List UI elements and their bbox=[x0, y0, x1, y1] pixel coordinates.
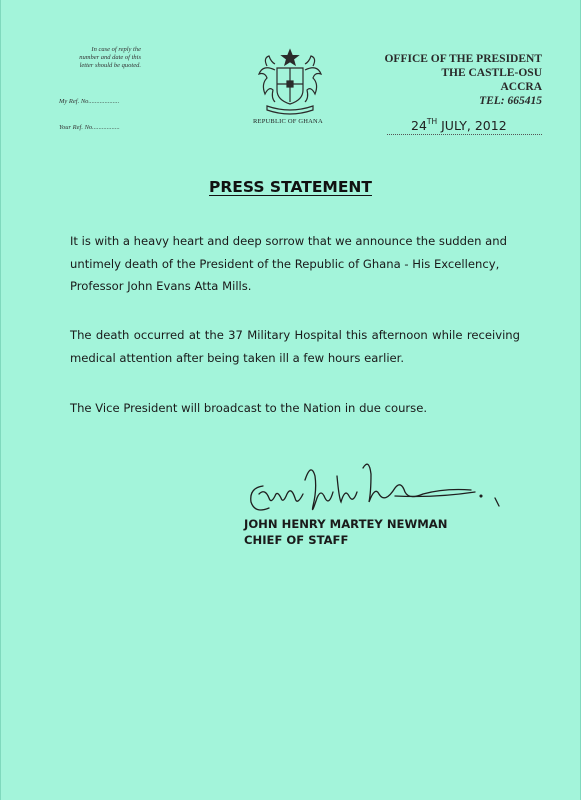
ghana-coat-of-arms-icon bbox=[253, 46, 327, 116]
your-ref-number: Your Ref. No................. bbox=[59, 124, 120, 131]
date-suffix: TH bbox=[426, 117, 438, 126]
reply-note bbox=[59, 46, 141, 70]
page-title-text: PRESS STATEMENT bbox=[209, 178, 372, 196]
my-ref-number: My Ref. No................... bbox=[59, 98, 120, 105]
office-address bbox=[384, 52, 542, 108]
office-line-1: OFFICE OF THE PRESIDENT bbox=[384, 53, 542, 65]
date-dotted-line bbox=[387, 134, 542, 135]
signatory-name: JOHN HENRY MARTEY NEWMAN bbox=[244, 517, 448, 531]
date-day: 24 bbox=[411, 118, 427, 133]
reply-note-line-3: letter should be quoted. bbox=[79, 62, 141, 69]
reply-note-line-1: In case of reply the bbox=[91, 46, 141, 53]
office-line-3: ACCRA bbox=[500, 81, 542, 93]
reply-note-line-2: number and date of this bbox=[79, 54, 141, 61]
date-month-year: JULY, 2012 bbox=[441, 118, 507, 133]
signatory bbox=[244, 516, 447, 548]
letter-date bbox=[411, 117, 507, 133]
paragraph-broadcast: The Vice President will broadcast to the Nation in due course. bbox=[70, 401, 428, 415]
paragraph-announcement: It is with a heavy heart and deep sorrow that we announce the sudden and untimely death of the President of the Republic of Ghana - His Excellency, Professor John Evans Atta Mills. bbox=[70, 234, 507, 293]
office-line-2: THE CASTLE-OSU bbox=[441, 67, 542, 79]
office-telephone: TEL: 665415 bbox=[479, 95, 542, 107]
page-title bbox=[1, 178, 580, 196]
emblem-caption: REPUBLIC OF GHANA bbox=[253, 118, 323, 125]
paragraph-circumstances: The death occurred at the 37 Military Hospital this afternoon while receiving medical attention after being taken ill a few hours earlier. bbox=[70, 328, 520, 365]
signatory-title: CHIEF OF STAFF bbox=[244, 533, 349, 547]
